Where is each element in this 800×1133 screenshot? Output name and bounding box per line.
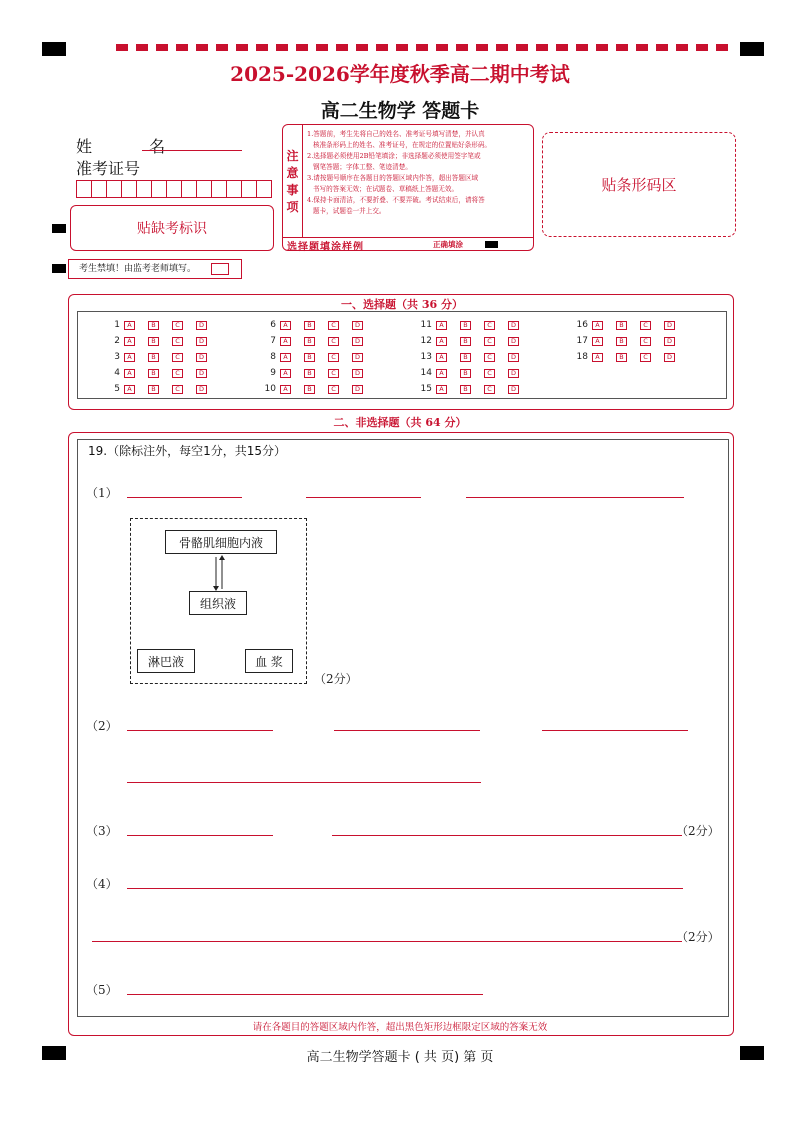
mc-option-c[interactable]: C xyxy=(484,385,495,394)
section1-title: 一、选择题（共 36 分） xyxy=(341,298,463,311)
mc-option-d[interactable]: D xyxy=(508,369,519,378)
mc-option-d[interactable]: D xyxy=(664,321,675,330)
mc-option-a[interactable]: A xyxy=(592,337,603,346)
mc-option-a[interactable]: A xyxy=(592,321,603,330)
id-label: 准考证号 xyxy=(76,159,141,178)
part-2-blank-3[interactable] xyxy=(542,730,688,731)
id-digit-box[interactable] xyxy=(122,181,137,197)
proctor-only-label: 考生禁填！由监考老师填写。 xyxy=(79,264,197,274)
part-2-label: （2） xyxy=(86,719,118,733)
mc-question-12 xyxy=(416,336,532,346)
mc-option-a[interactable]: A xyxy=(280,337,291,346)
part-4-score: （2分） xyxy=(676,930,720,944)
mc-question-number: 17 xyxy=(576,336,588,346)
mc-question-number: 4 xyxy=(114,368,120,378)
side-marker-2 xyxy=(52,264,66,273)
id-digit-box[interactable] xyxy=(167,181,182,197)
notice-side-label xyxy=(283,125,303,238)
mc-option-d[interactable]: D xyxy=(196,385,207,394)
part-3-blank-1[interactable] xyxy=(127,835,273,836)
part-1-label: （1） xyxy=(86,486,118,500)
part-4-blank-2[interactable] xyxy=(92,941,682,942)
mc-option-c[interactable]: C xyxy=(328,321,339,330)
section2-title: 二、非选择题（共 64 分） xyxy=(333,416,467,429)
proctor-checkbox[interactable] xyxy=(211,263,229,275)
fill-sample-label: 选择题填涂样例 xyxy=(287,242,364,253)
id-digit-box[interactable] xyxy=(107,181,122,197)
node-plasma: 血 浆 xyxy=(245,649,293,673)
mc-question-10 xyxy=(260,384,376,394)
mc-option-c[interactable]: C xyxy=(484,337,495,346)
notice-line: 1.答题前，考生先将自己的姓名、准考证号填写清楚，并认真 xyxy=(307,130,485,138)
mc-option-c[interactable]: C xyxy=(328,385,339,394)
exchange-arrows xyxy=(211,555,227,591)
mc-option-b[interactable]: B xyxy=(460,353,471,362)
mc-option-b[interactable]: B xyxy=(148,369,159,378)
correct-fill-label: 正确填涂 xyxy=(433,240,463,249)
proctor-only-field xyxy=(68,259,242,279)
mc-question-number: 6 xyxy=(270,320,276,330)
mc-option-c[interactable]: C xyxy=(172,337,183,346)
mc-option-c[interactable]: C xyxy=(640,337,651,346)
body-fluid-diagram[interactable] xyxy=(130,518,307,684)
mc-option-d[interactable]: D xyxy=(196,353,207,362)
mc-option-b[interactable]: B xyxy=(304,369,315,378)
mc-question-15 xyxy=(416,384,532,394)
mc-option-d[interactable]: D xyxy=(508,385,519,394)
id-number-boxes[interactable] xyxy=(76,180,272,198)
mc-question-number: 16 xyxy=(576,320,588,330)
notice-line: 4.保持卡面清洁，不要折叠、不要弄破。考试结束后，请将答 xyxy=(307,196,485,204)
corner-marker-top-right xyxy=(740,42,764,56)
mc-question-3 xyxy=(104,352,220,362)
mc-option-c[interactable]: C xyxy=(328,369,339,378)
mc-option-b[interactable]: B xyxy=(304,321,315,330)
header-dash-line xyxy=(116,44,730,51)
mc-option-c[interactable]: C xyxy=(640,321,651,330)
mc-question-16 xyxy=(572,320,688,330)
mc-option-a[interactable]: A xyxy=(280,321,291,330)
mc-option-a[interactable]: A xyxy=(280,385,291,394)
part-2-blank-1[interactable] xyxy=(127,730,273,731)
mc-question-8 xyxy=(260,352,376,362)
mc-question-number: 1 xyxy=(114,320,120,330)
notice-line: 书写的答案无效；在试题卷、草稿纸上答题无效。 xyxy=(313,185,459,193)
mc-question-number: 13 xyxy=(420,352,432,362)
mc-option-c[interactable]: C xyxy=(484,353,495,362)
missing-exam-sticker-area: 贴缺考标识 xyxy=(70,205,274,251)
mc-question-11 xyxy=(416,320,532,330)
mc-option-d[interactable]: D xyxy=(508,353,519,362)
mc-option-c[interactable]: C xyxy=(328,337,339,346)
barcode-area: 贴条形码区 xyxy=(542,132,736,237)
mc-option-a[interactable]: A xyxy=(436,321,447,330)
mc-question-1 xyxy=(104,320,220,330)
mc-question-6 xyxy=(260,320,376,330)
mc-question-number: 9 xyxy=(270,368,276,378)
multiple-choice-section xyxy=(68,294,734,410)
mc-option-a[interactable]: A xyxy=(124,337,135,346)
part-2-blank-2[interactable] xyxy=(334,730,480,731)
mc-question-number: 10 xyxy=(264,384,276,394)
mc-option-c[interactable]: C xyxy=(484,321,495,330)
mc-option-b[interactable]: B xyxy=(616,321,627,330)
mc-option-b[interactable]: B xyxy=(148,385,159,394)
mc-option-d[interactable]: D xyxy=(664,337,675,346)
mc-option-b[interactable]: B xyxy=(304,385,315,394)
mc-option-a[interactable]: A xyxy=(280,369,291,378)
mc-option-a[interactable]: A xyxy=(592,353,603,362)
card-subtitle: 高二生物学 答题卡 xyxy=(320,100,480,122)
mc-question-number: 5 xyxy=(114,384,120,394)
part-1-blank-3[interactable] xyxy=(466,497,684,498)
id-digit-box[interactable] xyxy=(197,181,212,197)
mc-question-number: 11 xyxy=(420,320,432,330)
mc-question-14 xyxy=(416,368,532,378)
part-5-label: （5） xyxy=(86,983,118,997)
notice-line: 2.选择题必须使用2B铅笔填涂；非选择题必须使用签字笔或 xyxy=(307,152,481,160)
mc-question-number: 2 xyxy=(114,336,120,346)
mc-question-5 xyxy=(104,384,220,394)
id-digit-box[interactable] xyxy=(182,181,197,197)
mc-option-a[interactable]: A xyxy=(280,353,291,362)
part-5-blank-1[interactable] xyxy=(127,994,483,995)
mc-option-a[interactable]: A xyxy=(436,369,447,378)
mc-option-c[interactable]: C xyxy=(640,353,651,362)
mc-option-d[interactable]: D xyxy=(196,369,207,378)
mc-question-7 xyxy=(260,336,376,346)
mc-option-a[interactable]: A xyxy=(124,353,135,362)
notice-line: 题卡，试题卷一并上交。 xyxy=(313,207,386,215)
mc-answer-grid xyxy=(77,311,727,399)
mc-option-d[interactable]: D xyxy=(352,385,363,394)
id-digit-box[interactable] xyxy=(137,181,152,197)
id-digit-box[interactable] xyxy=(242,181,257,197)
mc-question-number: 14 xyxy=(420,368,432,378)
name-field[interactable] xyxy=(142,150,242,151)
mc-question-17 xyxy=(572,336,688,346)
id-digit-box[interactable] xyxy=(257,181,271,197)
part-1-blank-2[interactable] xyxy=(306,497,421,498)
part-4-label: （4） xyxy=(86,877,118,891)
mc-option-b[interactable]: B xyxy=(460,321,471,330)
mc-question-2 xyxy=(104,336,220,346)
side-marker-1 xyxy=(52,224,66,233)
exam-title: 2025-2026学年度秋季高二期中考试 xyxy=(230,62,570,86)
part-3-score: （2分） xyxy=(676,824,720,838)
part-4-blank-1[interactable] xyxy=(127,888,683,889)
notice-line: 3.请按题号顺序在各题目的答题区域内作答，超出答题区域 xyxy=(307,174,479,182)
mc-option-b[interactable]: B xyxy=(460,337,471,346)
mc-option-d[interactable]: D xyxy=(508,321,519,330)
id-digit-box[interactable] xyxy=(152,181,167,197)
notice-side-char: 事 xyxy=(286,182,299,197)
mc-option-c[interactable]: C xyxy=(172,353,183,362)
fill-sample-row xyxy=(283,237,533,251)
mc-option-d[interactable]: D xyxy=(352,353,363,362)
mc-question-number: 18 xyxy=(576,352,588,362)
mc-option-d[interactable]: D xyxy=(352,337,363,346)
mc-option-b[interactable]: B xyxy=(460,385,471,394)
mc-option-b[interactable]: B xyxy=(148,353,159,362)
mc-option-a[interactable]: A xyxy=(124,369,135,378)
mc-option-a[interactable]: A xyxy=(124,385,135,394)
mc-question-4 xyxy=(104,368,220,378)
correct-fill-sample xyxy=(485,241,498,248)
mc-option-c[interactable]: C xyxy=(484,369,495,378)
mc-question-number: 15 xyxy=(420,384,432,394)
part-3-blank-2[interactable] xyxy=(332,835,682,836)
mc-question-number: 3 xyxy=(114,352,120,362)
part-3-label: （3） xyxy=(86,824,118,838)
id-digit-box[interactable] xyxy=(227,181,242,197)
mc-option-d[interactable]: D xyxy=(196,321,207,330)
node-lymph: 淋巴液 xyxy=(137,649,195,673)
mc-option-c[interactable]: C xyxy=(172,385,183,394)
notice-text xyxy=(307,129,531,217)
page-footer: 高二生物学答题卡 ( 共 页) 第 页 xyxy=(306,1050,494,1065)
notice-line: 核准条形码上的姓名、准考证号，在规定的位置贴好条形码。 xyxy=(313,141,492,149)
notice-line: 钢笔答题；字体工整、笔迹清楚。 xyxy=(313,163,412,171)
name-label: 姓 名 xyxy=(76,137,192,156)
mc-option-b[interactable]: B xyxy=(148,337,159,346)
node-skeletal-muscle-intracellular-fluid: 骨骼肌细胞内液 xyxy=(165,530,277,554)
diagram-score: （2分） xyxy=(314,672,358,686)
mc-option-d[interactable]: D xyxy=(508,337,519,346)
id-digit-box[interactable] xyxy=(77,181,92,197)
notice-side-char: 意 xyxy=(286,165,299,180)
mc-option-a[interactable]: A xyxy=(436,353,447,362)
mc-option-d[interactable]: D xyxy=(352,321,363,330)
mc-option-c[interactable]: C xyxy=(172,321,183,330)
mc-question-number: 7 xyxy=(270,336,276,346)
mc-option-b[interactable]: B xyxy=(304,353,315,362)
mc-option-d[interactable]: D xyxy=(352,369,363,378)
mc-option-b[interactable]: B xyxy=(148,321,159,330)
notice-side-char: 项 xyxy=(286,199,299,214)
mc-option-b[interactable]: B xyxy=(616,337,627,346)
mc-option-c[interactable]: C xyxy=(328,353,339,362)
mc-option-d[interactable]: D xyxy=(664,353,675,362)
mc-option-a[interactable]: A xyxy=(436,385,447,394)
corner-marker-top-left xyxy=(42,42,66,56)
notice-box xyxy=(282,124,534,251)
mc-question-13 xyxy=(416,352,532,362)
part-2-blank-4[interactable] xyxy=(127,782,481,783)
mc-question-number: 8 xyxy=(270,352,276,362)
mc-question-9 xyxy=(260,368,376,378)
id-digit-box[interactable] xyxy=(212,181,227,197)
answer-area-warning: 请在各题目的答题区域内作答，超出黑色矩形边框限定区域的答案无效 xyxy=(252,1022,548,1033)
mc-option-b[interactable]: B xyxy=(616,353,627,362)
mc-option-c[interactable]: C xyxy=(172,369,183,378)
part-1-blank-1[interactable] xyxy=(127,497,242,498)
mc-option-b[interactable]: B xyxy=(304,337,315,346)
mc-option-b[interactable]: B xyxy=(460,369,471,378)
node-tissue-fluid: 组织液 xyxy=(189,591,247,615)
mc-option-a[interactable]: A xyxy=(436,337,447,346)
q19-title: 19.（除标注外，每空1分，共15分） xyxy=(88,444,286,458)
mc-question-number: 12 xyxy=(420,336,432,346)
mc-option-d[interactable]: D xyxy=(196,337,207,346)
id-digit-box[interactable] xyxy=(92,181,107,197)
mc-option-a[interactable]: A xyxy=(124,321,135,330)
mc-question-18 xyxy=(572,352,688,362)
notice-side-char: 注 xyxy=(286,148,299,163)
